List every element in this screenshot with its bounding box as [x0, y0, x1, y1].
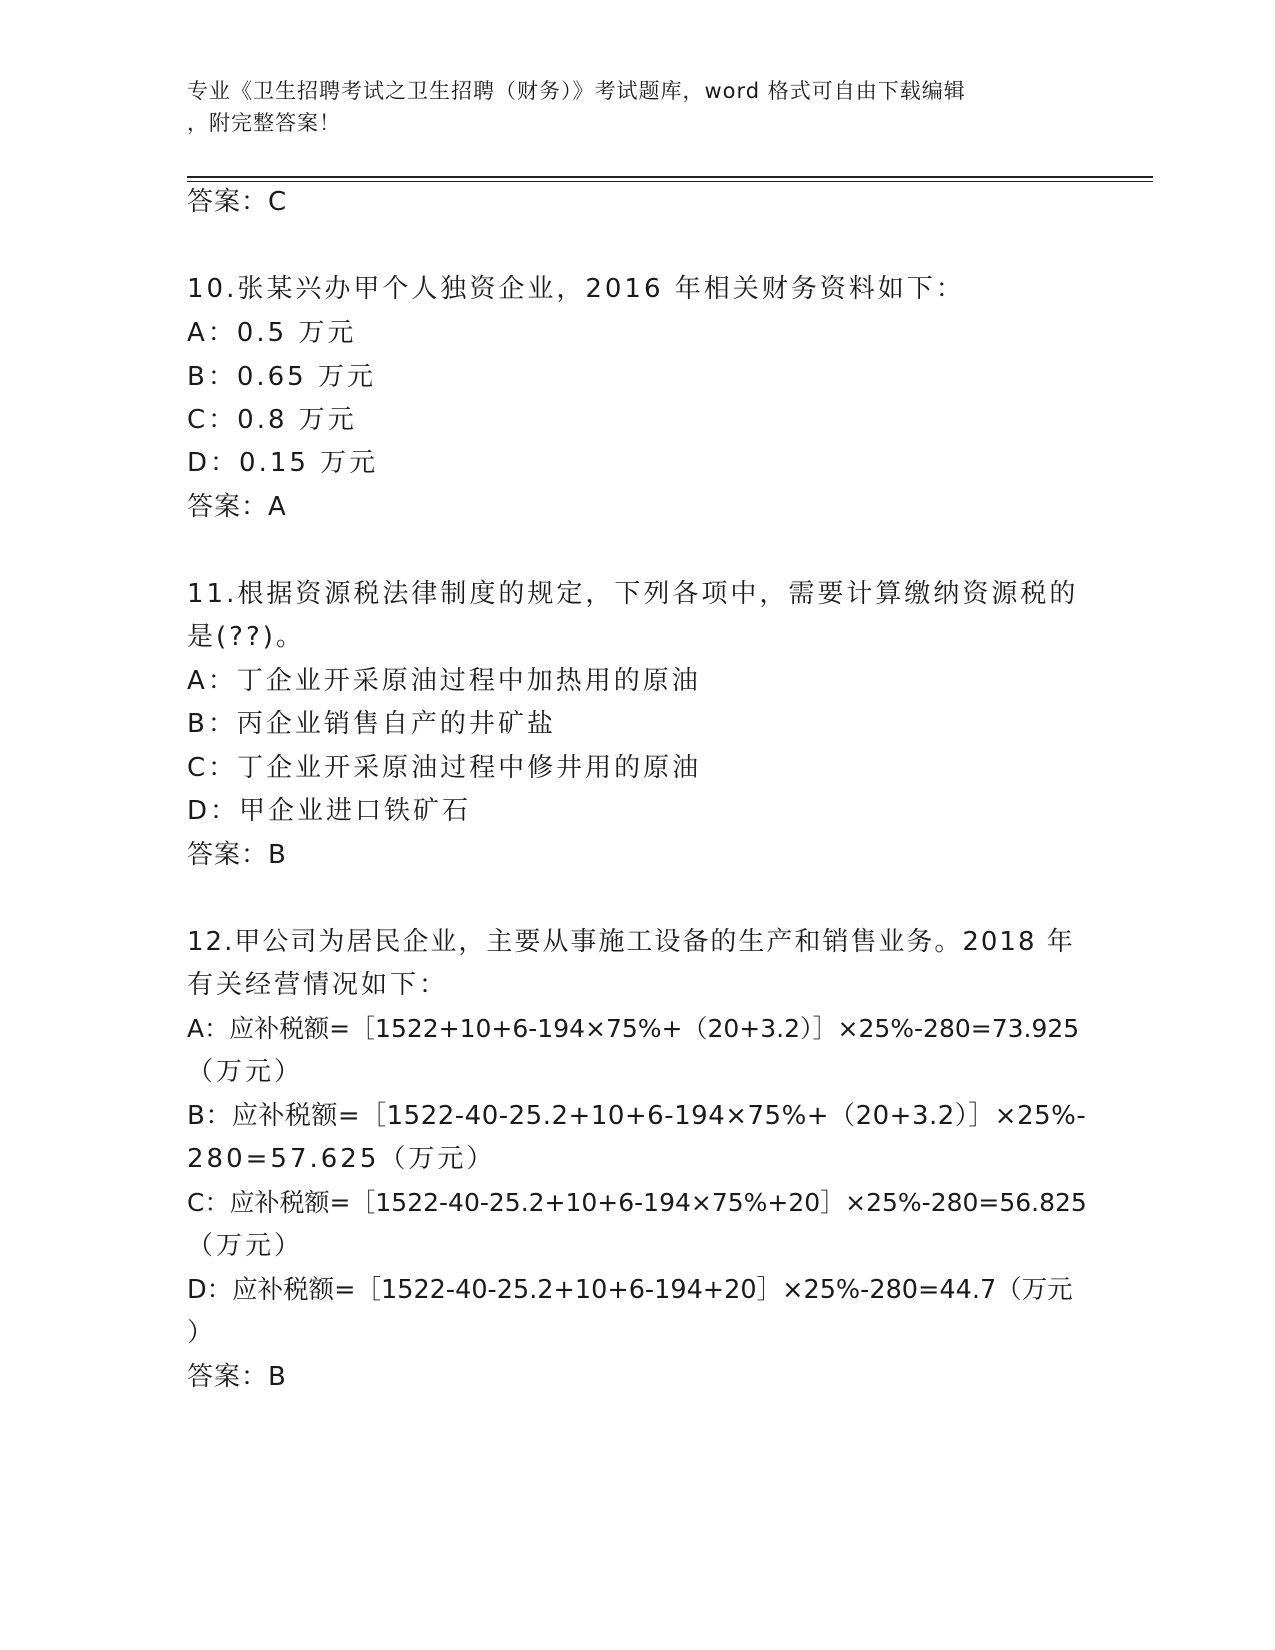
question-12-option-c-line-1: C：应补税额=［1522-40-25.2+10+6-194×75%+20］×25%-280=56.825 [187, 1188, 1087, 1217]
question-11-option-a: A：丁企业开采原油过程中加热用的原油 [187, 666, 701, 696]
question-12-answer: 答案：B [187, 1362, 287, 1392]
header-divider [187, 176, 1153, 182]
question-12-option-c-line-2: （万元） [187, 1231, 304, 1261]
question-11-option-d: D：甲企业进口铁矿石 [187, 796, 472, 826]
question-12-stem-line-1: 12.甲公司为居民企业，主要从事施工设备的生产和销售业务。2018 年 [187, 927, 1075, 957]
header-line-1: 专业《卫生招聘考试之卫生招聘（财务）》考试题库，word 格式可自由下载编辑 [187, 79, 966, 103]
answer-previous: 答案：C [187, 187, 288, 217]
question-10-option-d: D：0.15 万元 [187, 448, 379, 478]
document-header [187, 75, 1087, 139]
question-10-option-b: B：0.65 万元 [187, 362, 376, 392]
question-10-stem: 10.张某兴办甲个人独资企业，2016 年相关财务资料如下： [187, 274, 965, 304]
question-10-option-c: C：0.8 万元 [187, 405, 357, 435]
question-11-option-c: C：丁企业开采原油过程中修井用的原油 [187, 753, 702, 783]
question-11-option-b: B：丙企业销售自产的井矿盐 [187, 709, 556, 739]
question-12-option-a-line-2: （万元） [187, 1057, 304, 1087]
question-12-option-d-line-2: ） [187, 1318, 217, 1348]
question-12-option-a-line-1: A：应补税额=［1522+10+6-194×75%+（20+3.2）］×25%-280=73.925 [187, 1014, 1080, 1043]
question-11-stem-line-2: 是(??)。 [187, 622, 305, 652]
question-12-option-b-line-1: B：应补税额=［1522-40-25.2+10+6-194×75%+（20+3.2）］×25%- [187, 1101, 1087, 1131]
question-12-option-b-line-2: 280=57.625（万元） [187, 1144, 496, 1174]
question-10-answer: 答案：A [187, 492, 287, 522]
question-11-stem-line-1: 11.根据资源税法律制度的规定，下列各项中，需要计算缴纳资源税的 [187, 579, 1079, 609]
question-11-answer: 答案：B [187, 840, 287, 870]
question-12-stem-line-2: 有关经营情况如下： [187, 970, 449, 1000]
header-line-2: ，附完整答案！ [187, 111, 341, 135]
question-12-option-d-line-1: D：应补税额=［1522-40-25.2+10+6-194+20］×25%-280=44.7（万元 [187, 1275, 1073, 1305]
question-10-option-a: A：0.5 万元 [187, 318, 357, 348]
